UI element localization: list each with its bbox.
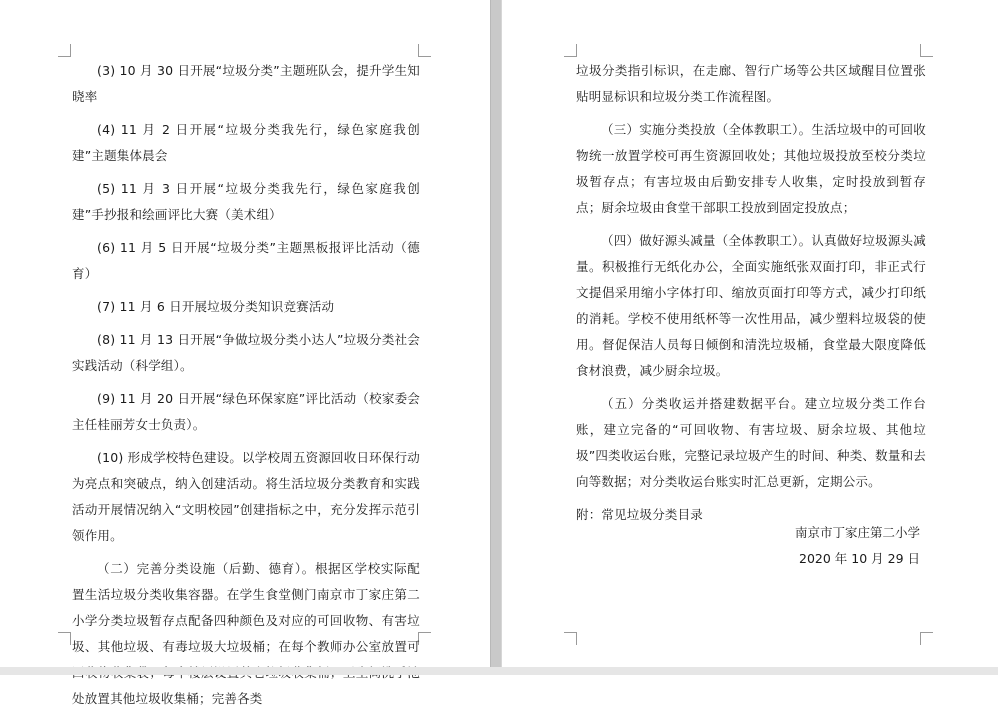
crop-mark [564, 632, 577, 645]
paragraph: (5) 11 月 3 日开展“垃圾分类我先行，绿色家庭我创建”手抄报和绘画评比大赛（美术组） [72, 181, 420, 222]
paragraph: （二）完善分类设施（后勤、德育）。根据区学校实际配置生活垃圾分类收集容器。在学生食堂侧门南京市丁家庄第二小学分类垃圾暂存点配备四种颜色及对应的可回收物、有害垃圾、其他垃圾、有毒垃圾大垃圾桶；在每个教师办公室放置可 处放置其他垃圾收集桶；完善各类 [72, 561, 420, 706]
crop-mark [418, 44, 431, 57]
crop-mark [564, 44, 577, 57]
paragraph: (4) 11 月 2 日开展“垃圾分类我先行，绿色家庭我创建”主题集体晨会 [72, 122, 420, 163]
document-page-left [0, 0, 490, 706]
paragraph: 垃圾分类指引标识，在走廊、智行广场等公共区域醒目位置张贴明显标识和垃圾分类工作流程图。 [576, 63, 926, 104]
paragraph: (9) 11 月 20 日开展“绿色环保家庭”评比活动（校家委会主任桂丽芳女士负责）。 [72, 391, 420, 432]
crop-mark [920, 632, 933, 645]
signature-date: 2020 年 10 月 29 日 [799, 551, 920, 566]
paragraph: （五）分类收运并搭建数据平台。建立垃圾分类工作台账，建立完备的“可回收物、有害垃圾、厨余垃圾、其他垃圾”四类收运台账，完整记录垃圾产生的时间、种类、数量和去向等数据；对分类收运台账实时汇总更新，定期公示。 [576, 396, 926, 489]
paragraph: （三）实施分类投放（全体教职工）。生活垃圾中的可回收物统一放置学校可再生资源回收处；其他垃圾投放至校分类垃圾暂存点；有害垃圾由后勤安排专人收集，定时投放到暂存点；厨余垃圾由食堂干部职工投放到固定投放点； [576, 122, 926, 215]
page-body-left [72, 58, 420, 719]
crop-mark [920, 44, 933, 57]
paragraph: (3) 10 月 30 日开展“垃圾分类”主题班队会，提升学生知晓率 [72, 63, 420, 104]
crop-mark [58, 44, 71, 57]
page-body-right [576, 58, 926, 535]
paragraph: (8) 11 月 13 日开展“争做垃圾分类小达人”垃圾分类社会实践活动（科学组）。 [72, 332, 420, 373]
paragraph: (6) 11 月 5 日开展“垃圾分类”主题黑板报评比活动（德育） [72, 240, 420, 281]
paragraph: (7) 11 月 6 日开展垃圾分类知识竞赛活动 [97, 299, 335, 314]
signature-organization: 南京市丁家庄第二小学 [794, 525, 920, 540]
crop-mark [58, 632, 71, 645]
paragraph: (10) 形成学校特色建设。以学校周五资源回收日环保行动为亮点和突破点，纳入创建活动。将生活垃圾分类教育和实践活动开展情况纳入“文明校园”创建指标之中，充分发挥示范引领作用。 [72, 450, 420, 543]
view-bottom-strip [0, 667, 998, 675]
document-page-right [502, 0, 998, 667]
attachment-note: 附：常见垃圾分类目录 [576, 507, 704, 522]
paragraph: （四）做好源头减量（全体教职工）。认真做好垃圾源头减量。积极推行无纸化办公，全面实施纸张双面打印，非正式行文提倡采用缩小字体打印、缩放页面打印等方式，减少打印纸的消耗。学校不使用纸杯等一次性用品，减少塑料垃圾袋的使用。督促保洁人员每日倾倒和清洗垃圾桶，食堂最大限度降低食材浪费，减少厨余垃圾。 [576, 233, 926, 378]
page-gutter [490, 0, 502, 675]
